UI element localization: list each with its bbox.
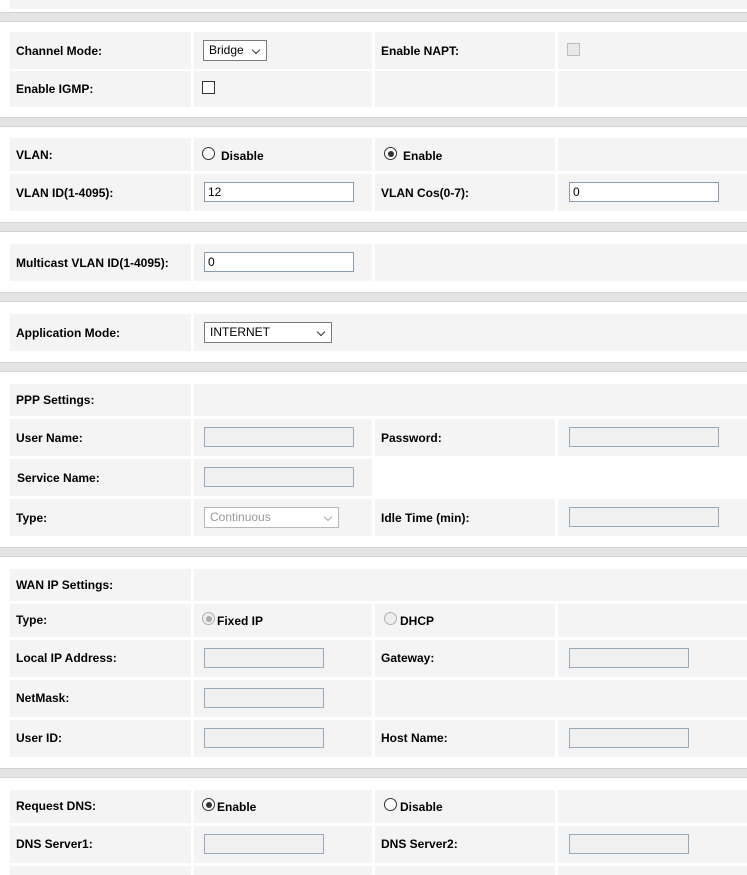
password-input[interactable] bbox=[569, 427, 719, 447]
multicast-vlan-label: Multicast VLAN ID(1-4095): bbox=[16, 256, 169, 270]
channel-mode-select-value: Bridge bbox=[209, 43, 244, 57]
dns-server1-label: DNS Server1: bbox=[16, 837, 93, 851]
password-label: Password: bbox=[381, 431, 442, 445]
top-row-remnant bbox=[10, 0, 747, 9]
user-id-label: User ID: bbox=[16, 731, 63, 745]
user-name-label: User Name: bbox=[16, 431, 83, 445]
ppp-header-empty-cell bbox=[194, 384, 747, 416]
multicast-vlan-input[interactable] bbox=[204, 252, 354, 272]
empty-cell bbox=[558, 790, 747, 823]
service-name-input[interactable] bbox=[204, 467, 354, 487]
ppp-settings-title: PPP Settings: bbox=[16, 393, 95, 407]
section-separator bbox=[0, 292, 747, 302]
vlan-label: VLAN: bbox=[16, 148, 53, 162]
enable-igmp-checkbox[interactable] bbox=[202, 81, 215, 94]
dns-enable-label: Enable bbox=[217, 800, 257, 814]
gateway-input[interactable] bbox=[569, 648, 689, 668]
channel-mode-select[interactable] bbox=[203, 40, 267, 61]
next-row-cell bbox=[194, 866, 372, 875]
dns-server2-label: DNS Server2: bbox=[381, 837, 458, 851]
napt-value-cell bbox=[558, 32, 747, 69]
vlan-enable-radio[interactable] bbox=[384, 147, 397, 160]
next-row-cell bbox=[558, 866, 747, 875]
enable-napt-label: Enable NAPT: bbox=[381, 44, 460, 58]
vlan-id-input[interactable] bbox=[204, 182, 354, 202]
dns-server1-input[interactable] bbox=[204, 834, 324, 854]
request-dns-label: Request DNS: bbox=[16, 799, 97, 813]
vlan-enable-cell bbox=[375, 138, 555, 171]
section-separator bbox=[0, 222, 747, 232]
next-row-cell bbox=[375, 866, 555, 875]
dns-server2-input[interactable] bbox=[569, 834, 689, 854]
dns-enable-radio[interactable] bbox=[202, 798, 215, 811]
local-ip-label: Local IP Address: bbox=[16, 651, 117, 665]
empty-cell bbox=[558, 138, 747, 171]
local-ip-input[interactable] bbox=[204, 648, 324, 668]
ppp-type-select-value: Continuous bbox=[210, 510, 271, 524]
netmask-input[interactable] bbox=[204, 688, 324, 708]
section-separator bbox=[0, 12, 747, 22]
wan-header-empty-cell bbox=[194, 569, 747, 601]
idle-time-input[interactable] bbox=[569, 507, 719, 527]
application-mode-select-value: INTERNET bbox=[210, 325, 270, 339]
wan-ip-settings-title: WAN IP Settings: bbox=[16, 578, 114, 592]
wan-dhcp-radio[interactable] bbox=[384, 612, 397, 625]
vlan-disable-label: Disable bbox=[221, 149, 264, 163]
netmask-label: NetMask: bbox=[16, 691, 70, 705]
dns-disable-label: Disable bbox=[400, 800, 443, 814]
service-name-label: Service Name: bbox=[17, 471, 100, 485]
vlan-disable-radio[interactable] bbox=[202, 147, 215, 160]
application-mode-label: Application Mode: bbox=[16, 326, 120, 340]
empty-cell bbox=[558, 604, 747, 637]
host-name-input[interactable] bbox=[569, 728, 689, 748]
chevron-down-icon bbox=[317, 328, 325, 336]
empty-cell bbox=[375, 71, 555, 107]
chevron-down-icon bbox=[324, 513, 332, 521]
wan-dhcp-label: DHCP bbox=[400, 614, 435, 628]
wan-fixed-ip-radio[interactable] bbox=[202, 612, 215, 625]
chevron-down-icon bbox=[252, 46, 260, 54]
section-separator bbox=[0, 768, 747, 778]
channel-mode-label: Channel Mode: bbox=[16, 44, 102, 58]
user-name-input[interactable] bbox=[204, 427, 354, 447]
section-separator bbox=[0, 362, 747, 372]
empty-cell bbox=[558, 71, 747, 107]
enable-igmp-label: Enable IGMP: bbox=[16, 82, 94, 96]
enable-napt-checkbox[interactable] bbox=[567, 43, 580, 56]
next-row-cell bbox=[10, 866, 191, 875]
igmp-value-cell bbox=[194, 71, 372, 107]
host-name-label: Host Name: bbox=[381, 731, 448, 745]
wan-type-label: Type: bbox=[16, 613, 48, 627]
empty-cell bbox=[375, 680, 747, 717]
vlan-id-label: VLAN ID(1-4095): bbox=[16, 186, 114, 200]
user-id-input[interactable] bbox=[204, 728, 324, 748]
ppp-type-label: Type: bbox=[16, 511, 48, 525]
wan-fixed-ip-label: Fixed IP bbox=[217, 614, 264, 628]
vlan-cos-input[interactable] bbox=[569, 182, 719, 202]
gateway-label: Gateway: bbox=[381, 651, 435, 665]
section-separator bbox=[0, 547, 747, 557]
dns-disable-radio[interactable] bbox=[384, 798, 397, 811]
empty-cell bbox=[375, 244, 747, 281]
vlan-enable-label: Enable bbox=[403, 149, 443, 163]
section-separator bbox=[0, 117, 747, 127]
idle-time-label: Idle Time (min): bbox=[381, 511, 470, 525]
application-mode-select[interactable] bbox=[204, 322, 332, 343]
ppp-type-select[interactable] bbox=[204, 507, 339, 528]
vlan-cos-label: VLAN Cos(0-7): bbox=[381, 186, 470, 200]
